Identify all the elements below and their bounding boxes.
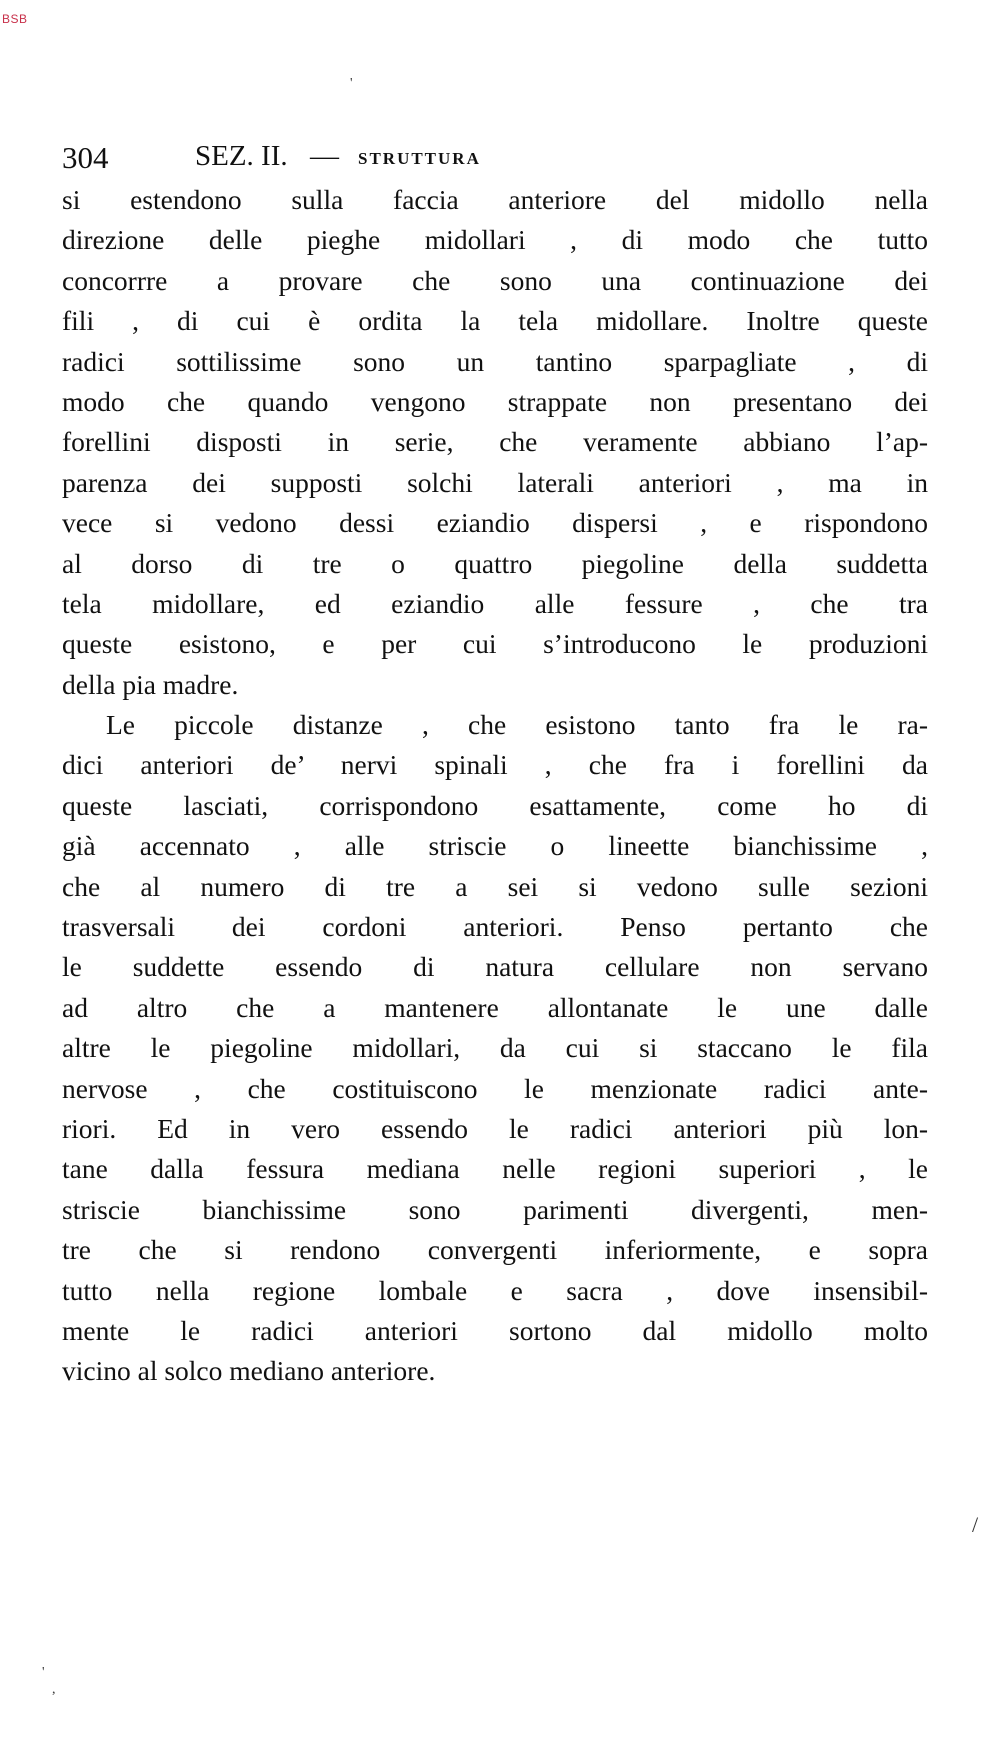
header-dash: — [310,140,339,172]
text-line: direzione delle pieghe midollari , di modo che tutto [62,224,928,256]
text-line: forellini disposti in serie, che veramente abbiano l’ap- [62,426,928,458]
text-line: striscie bianchissime sono parimenti divergenti, men- [62,1193,928,1225]
text-line: Le piccole distanze , che esistono tanto fra le ra- [106,709,928,741]
running-title: STRUTTURA [358,149,481,168]
text-line: altre le piegoline midollari, da cui si staccano le fila [62,1032,928,1064]
text-line: ad altro che a mantenere allontanate le une dalle [62,991,928,1023]
text-line: nervose , che costituiscono le menzionate radici ante- [62,1072,928,1104]
scan-speck: / [972,1512,979,1537]
scan-speck: ' [42,1665,45,1680]
text-line: concorrre a provare che sono una continuazione dei [62,264,928,296]
page-body [62,180,928,1392]
text-line: fili , di cui è ordita la tela midollare. Inoltre queste [62,305,928,337]
text-line: tre che si rendono convergenti inferiormente, e sopra [62,1234,928,1266]
scan-speck: ' [350,76,353,91]
text-line: si estendono sulla faccia anteriore del midollo nella [62,184,928,215]
text-line: tane dalla fessura mediana nelle regioni superiori , le [62,1153,928,1185]
text-line: già accennato , alle striscie o lineette bianchissime , [62,830,928,862]
page-header [62,140,942,180]
text-line: queste esistono, e per cui s’introducono le produzioni [62,628,928,660]
scan-speck: , [52,1682,56,1697]
library-stamp: BSB [2,12,28,26]
text-line: modo che quando vengono strappate non presentano dei [62,385,928,417]
text-line: trasversali dei cordoni anteriori. Penso pertanto che [62,911,928,943]
text-line: vece si vedono dessi eziandio dispersi , e rispondono [62,507,928,539]
text-line: queste lasciati, corrispondono esattamente, come ho di [62,789,928,821]
text-line: della pia madre. [62,668,239,700]
text-line: parenza dei supposti solchi laterali anteriori , ma in [62,466,928,498]
page-number: 304 [62,140,109,175]
text-line: radici sottilissime sono un tantino sparpagliate , di [62,345,928,377]
text-line: le suddette essendo di natura cellulare non servano [62,951,928,983]
section-label: SEZ. II. [195,140,288,172]
text-line: che al numero di tre a sei si vedono sulle sezioni [62,870,928,902]
text-line: tutto nella regione lombale e sacra , dove insensibil- [62,1274,928,1306]
text-line: tela midollare, ed eziandio alle fessure , che tra [62,587,928,619]
text-line: riori. Ed in vero essendo le radici anteriori più lon- [62,1112,928,1144]
text-line: al dorso di tre o quattro piegoline della suddetta [62,547,928,579]
paragraph [62,180,928,705]
text-line: dici anteriori de’ nervi spinali , che fra i forellini da [62,749,928,781]
text-line: vicino al solco mediano anteriore. [62,1355,436,1387]
text-line: mente le radici anteriori sortono dal midollo molto [62,1314,928,1346]
paragraph [62,705,928,1392]
